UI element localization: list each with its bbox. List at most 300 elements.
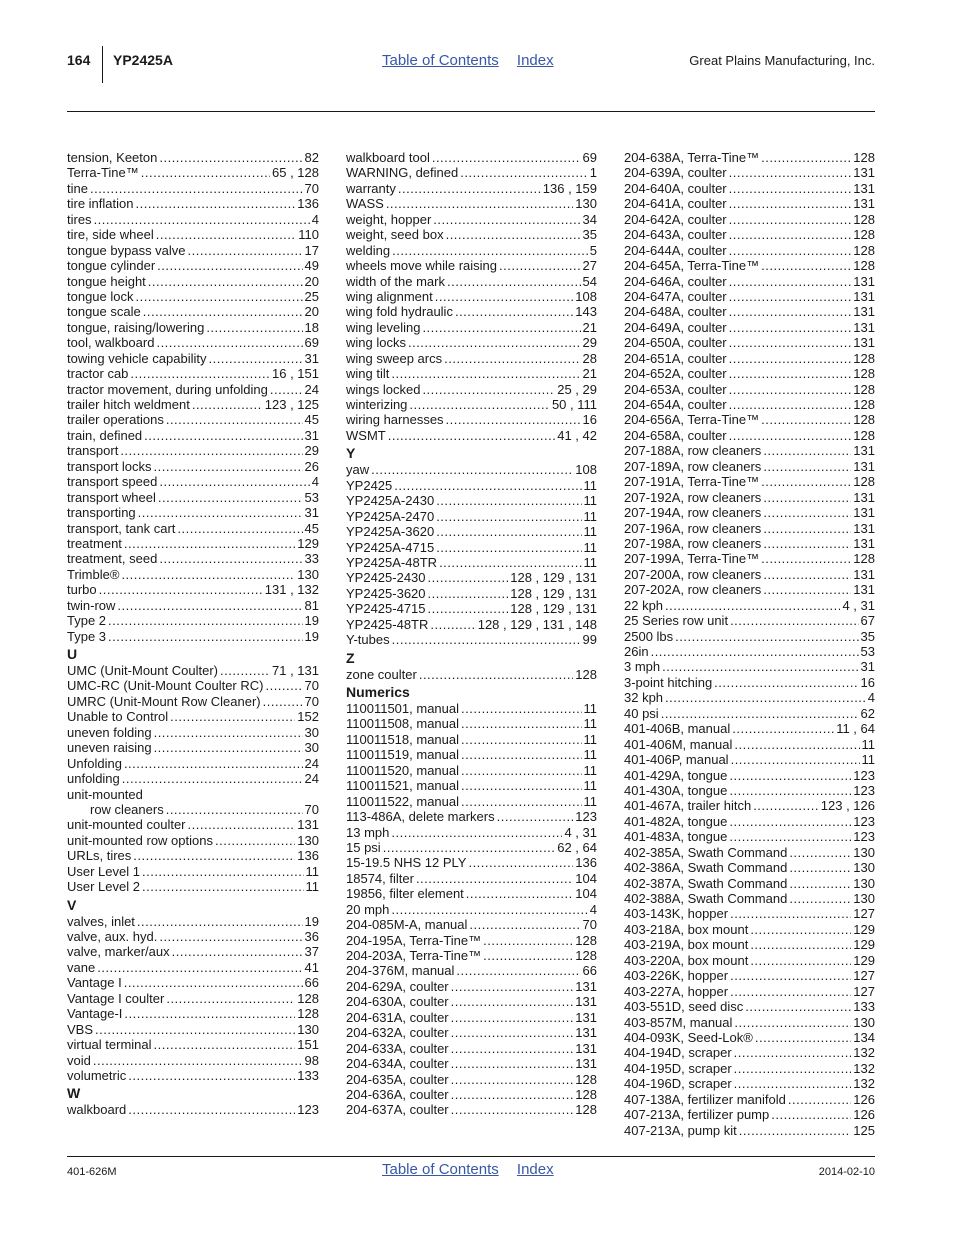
page-reference-link[interactable]: 4 xyxy=(311,211,319,227)
page-reference-link[interactable]: 131 xyxy=(853,165,875,181)
page-reference-link[interactable]: 134 xyxy=(853,1029,875,1045)
index-entry xyxy=(67,678,319,693)
page-reference-link[interactable]: 69 xyxy=(582,150,597,165)
page-reference-link[interactable]: 25 , 29 xyxy=(557,381,597,397)
page-reference-link[interactable]: 70 xyxy=(304,693,319,709)
page-reference-link[interactable]: 131 xyxy=(853,520,875,536)
index-term: WASS xyxy=(346,196,384,212)
document-code: 401-626M xyxy=(67,1166,117,1178)
page-reference-link[interactable]: 129 xyxy=(853,952,875,968)
page-reference-link[interactable]: 128 xyxy=(575,1086,597,1102)
index-entry xyxy=(346,509,597,524)
page-reference-link[interactable]: 70 xyxy=(304,801,319,817)
index-entry xyxy=(346,335,597,350)
page-reference-link[interactable]: 19 xyxy=(304,613,319,629)
page-reference-link[interactable]: 132 xyxy=(853,1060,875,1076)
index-entry xyxy=(624,289,875,304)
page-reference-link[interactable]: 131 xyxy=(853,319,875,335)
page-reference-link[interactable]: 50 , 111 xyxy=(551,397,597,412)
page-reference-link[interactable]: 132 xyxy=(853,1076,875,1092)
page-reference-link[interactable]: 24 xyxy=(304,755,319,771)
index-entry xyxy=(624,752,875,767)
index-term: walkboard xyxy=(67,1102,127,1118)
index-entry xyxy=(67,274,319,289)
index-entry xyxy=(346,570,597,585)
page-reference-link[interactable]: 70 xyxy=(582,917,597,933)
index-link[interactable]: Index xyxy=(516,52,554,69)
dot-leader xyxy=(439,555,581,570)
index-entry xyxy=(346,617,597,632)
page-reference-link[interactable]: 11 xyxy=(583,554,597,570)
index-entry xyxy=(624,304,875,319)
page-reference-link[interactable]: 11 xyxy=(583,477,597,493)
dot-leader xyxy=(120,443,302,458)
dot-leader xyxy=(761,474,851,489)
page-reference-link[interactable]: 128 xyxy=(853,350,875,366)
page-reference-link[interactable]: 29 xyxy=(582,335,597,351)
page-reference-link[interactable]: 128 xyxy=(575,1071,597,1087)
dot-leader xyxy=(133,848,295,863)
page-reference-link[interactable]: 110 xyxy=(298,227,319,243)
page-reference-link[interactable]: 19 xyxy=(304,628,319,644)
page-reference-link[interactable]: 29 xyxy=(304,443,319,459)
index-entry xyxy=(624,768,875,783)
index-entry xyxy=(624,227,875,242)
page-reference-link[interactable]: 11 xyxy=(583,747,597,763)
page-reference-link[interactable]: 136 xyxy=(297,848,319,864)
page-reference-link[interactable]: 41 , 42 xyxy=(557,427,597,443)
page-reference-link[interactable]: 24 xyxy=(304,771,319,787)
index-term: User Level 1 xyxy=(67,863,140,879)
page-reference-link[interactable]: 82 xyxy=(304,150,319,165)
page-reference-link[interactable]: 108 xyxy=(575,462,597,478)
page-reference-link[interactable]: 11 xyxy=(861,752,875,768)
page-reference-link[interactable]: 128 xyxy=(853,242,875,258)
page-reference-link[interactable]: 125 xyxy=(853,1122,875,1138)
page-reference-link[interactable]: 136 , 159 xyxy=(542,180,597,196)
page-reference-link[interactable]: 131 xyxy=(853,273,875,289)
index-term: 204-650A, coulter xyxy=(624,335,727,351)
page-reference-link[interactable]: 28 xyxy=(582,350,597,366)
dot-leader xyxy=(97,960,302,975)
page-reference-link[interactable]: 128 xyxy=(297,990,319,1006)
dot-leader xyxy=(124,975,303,990)
index-term: Terra-Tine™ xyxy=(67,165,139,181)
page-reference-link[interactable]: 45 xyxy=(304,520,319,536)
page-reference-link[interactable]: 45 xyxy=(304,412,319,428)
page-reference-link[interactable]: 131 xyxy=(853,288,875,304)
page-reference-link[interactable]: 70 xyxy=(304,180,319,196)
index-term: 18574, filter xyxy=(346,870,414,886)
page-reference-link[interactable]: 4 , 31 xyxy=(842,597,875,613)
index-entry xyxy=(346,979,597,994)
page-reference-link[interactable]: 33 xyxy=(304,551,319,567)
index-section-heading: Z xyxy=(346,649,355,666)
page-reference-link[interactable]: 128 , 129 , 131 xyxy=(510,570,597,586)
page-reference-link[interactable]: 131 xyxy=(853,458,875,474)
page-reference-link[interactable]: 11 xyxy=(583,539,597,555)
page-reference-link[interactable]: 69 xyxy=(304,335,319,351)
page-reference-link[interactable]: 108 xyxy=(575,288,597,304)
page-reference-link[interactable]: 130 xyxy=(575,196,597,212)
index-term: 207-189A, row cleaners xyxy=(624,458,762,474)
page-reference-link[interactable]: 37 xyxy=(304,944,319,960)
dot-leader xyxy=(788,1092,851,1107)
page-reference-link[interactable]: 131 xyxy=(853,535,875,551)
page-reference-link[interactable]: 18 xyxy=(304,319,319,335)
page-reference-link[interactable]: 131 xyxy=(853,304,875,320)
page-reference-link[interactable]: 133 xyxy=(297,1067,319,1083)
page-reference-link[interactable]: 131 xyxy=(575,994,597,1010)
dot-leader xyxy=(451,1072,574,1087)
page-reference-link[interactable]: 16 , 151 xyxy=(272,366,319,382)
index-entry xyxy=(624,829,875,844)
index-entry xyxy=(346,478,597,493)
page-reference-link[interactable]: 36 xyxy=(304,929,319,944)
page-reference-link[interactable]: 128 xyxy=(853,427,875,443)
page-reference-link[interactable]: 131 xyxy=(853,180,875,196)
page-reference-link[interactable]: 34 xyxy=(582,211,597,227)
page-reference-link[interactable]: 62 , 64 xyxy=(557,839,597,855)
page-reference-link[interactable]: 98 xyxy=(304,1052,319,1068)
page-reference-link[interactable]: 128 xyxy=(853,211,875,227)
page-reference-link[interactable]: 104 xyxy=(575,886,597,902)
page-reference-link[interactable]: 136 xyxy=(575,855,597,871)
dot-leader xyxy=(158,490,303,505)
page-reference-link[interactable]: 128 xyxy=(853,474,875,490)
page-reference-link[interactable]: 31 xyxy=(304,505,319,521)
index-term: 204-638A, Terra-Tine™ xyxy=(624,150,760,165)
page-reference-link[interactable]: 11 xyxy=(583,701,597,716)
index-entry xyxy=(346,763,597,778)
page-reference-link[interactable]: 41 xyxy=(304,959,319,975)
index-entry xyxy=(67,960,319,975)
page-reference-link[interactable]: 127 xyxy=(853,906,875,922)
page-reference-link[interactable]: 151 xyxy=(297,1037,319,1053)
dot-leader xyxy=(755,1030,851,1045)
page-reference-link[interactable]: 131 xyxy=(575,978,597,994)
page-reference-link[interactable]: 128 xyxy=(853,258,875,274)
page-reference-link[interactable]: 131 xyxy=(575,1025,597,1041)
page-reference-link[interactable]: 4 xyxy=(589,901,597,917)
page-reference-link[interactable]: 131 xyxy=(853,443,875,459)
page-reference-link[interactable]: 143 xyxy=(575,304,597,320)
dot-leader xyxy=(451,1087,574,1102)
index-term: 401-483A, tongue xyxy=(624,829,728,845)
dot-leader xyxy=(499,258,581,273)
page-reference-link[interactable]: 129 xyxy=(297,535,319,551)
page-reference-link[interactable]: 123 xyxy=(297,1102,319,1118)
page-reference-link[interactable]: 16 xyxy=(582,412,597,428)
index-entry xyxy=(67,864,319,879)
page-reference-link[interactable]: 104 xyxy=(575,870,597,886)
index-entry xyxy=(67,802,319,817)
index-term: volumetric xyxy=(67,1067,127,1083)
page-reference-link[interactable]: 130 xyxy=(853,1014,875,1030)
dot-leader xyxy=(455,304,573,319)
index-term: 26in xyxy=(624,644,649,659)
page-reference-link[interactable]: 35 xyxy=(860,628,875,644)
page-reference-link[interactable]: 11 xyxy=(583,793,597,809)
page-reference-link[interactable]: 128 xyxy=(853,366,875,382)
dot-leader xyxy=(730,906,851,921)
dot-leader xyxy=(750,922,851,937)
page-reference-link[interactable]: 66 xyxy=(582,963,597,979)
dot-leader xyxy=(128,1068,295,1083)
dot-leader xyxy=(263,694,303,709)
page-reference-link[interactable]: 31 xyxy=(304,350,319,366)
index-entry xyxy=(67,196,319,211)
index-entry xyxy=(67,428,319,443)
dot-leader xyxy=(729,397,852,412)
dot-leader xyxy=(159,551,302,566)
page-reference-link[interactable]: 11 xyxy=(583,508,597,524)
page-reference-link[interactable]: 49 xyxy=(304,258,319,274)
page-reference-link[interactable]: 130 xyxy=(297,832,319,848)
page-reference-link[interactable]: 4 xyxy=(867,690,875,706)
page-reference-link[interactable]: 123 xyxy=(853,767,875,783)
index-entry xyxy=(624,690,875,705)
page-reference-link[interactable]: 123 xyxy=(575,809,597,825)
page-reference-link[interactable]: 131 xyxy=(575,1009,597,1025)
page-reference-link[interactable]: 152 xyxy=(297,709,319,725)
index-entry xyxy=(346,1041,597,1056)
page-reference-link[interactable]: 128 xyxy=(853,397,875,412)
page-reference-link[interactable]: 130 xyxy=(297,1021,319,1037)
dot-leader xyxy=(124,1006,295,1021)
index-section-heading: Y xyxy=(346,445,356,462)
dot-leader xyxy=(763,567,851,582)
index-entry xyxy=(67,521,319,536)
page-reference-link[interactable]: 128 , 129 , 131 xyxy=(510,585,597,601)
page-reference-link[interactable]: 11 xyxy=(305,879,319,895)
index-entry xyxy=(624,999,875,1014)
dot-leader xyxy=(729,320,852,335)
dot-leader xyxy=(446,227,581,242)
page-reference-link[interactable]: 21 xyxy=(582,319,597,335)
page-reference-link[interactable]: 131 xyxy=(575,1040,597,1056)
page-reference-link[interactable]: 81 xyxy=(304,597,319,613)
page-reference-link[interactable]: 123 xyxy=(853,829,875,845)
dot-leader xyxy=(141,165,270,180)
page-reference-link[interactable]: 131 xyxy=(853,505,875,521)
header-rule xyxy=(67,111,875,112)
page-reference-link[interactable]: 133 xyxy=(853,999,875,1015)
page-reference-link[interactable]: 30 xyxy=(304,740,319,756)
page-reference-link[interactable]: 130 xyxy=(853,844,875,860)
dot-leader xyxy=(208,351,302,366)
index-term: 404-194D, scraper xyxy=(624,1045,732,1061)
dot-leader xyxy=(732,721,834,736)
dot-leader xyxy=(729,783,851,798)
page-reference-link[interactable]: 129 xyxy=(853,921,875,937)
index-column-2 xyxy=(346,150,597,1118)
page-reference-link[interactable]: 132 xyxy=(853,1045,875,1061)
index-term: 207-198A, row cleaners xyxy=(624,535,762,551)
page-reference-link[interactable]: 128 xyxy=(575,666,597,682)
index-term: 110011520, manual xyxy=(346,762,460,778)
page-reference-link[interactable]: 62 xyxy=(860,705,875,721)
page-reference-link[interactable]: 17 xyxy=(304,242,319,258)
page-reference-link[interactable]: 127 xyxy=(853,983,875,999)
page-reference-link[interactable]: 31 xyxy=(304,427,319,443)
page-reference-link[interactable]: 127 xyxy=(853,968,875,984)
index-term: 204-376M, manual xyxy=(346,963,455,979)
page-reference-link[interactable]: 130 xyxy=(297,566,319,582)
page-reference-link[interactable]: 65 , 128 xyxy=(272,165,319,181)
index-link[interactable]: Index xyxy=(516,1161,554,1178)
page-reference-link[interactable]: 128 xyxy=(575,948,597,963)
page-reference-link[interactable]: 128 xyxy=(853,381,875,397)
page-reference-link[interactable]: 27 xyxy=(582,258,597,274)
dot-leader xyxy=(483,933,573,948)
index-term: tire inflation xyxy=(67,196,134,212)
page-reference-link[interactable]: 128 xyxy=(575,1102,597,1118)
page-reference-link[interactable]: 131 xyxy=(853,566,875,582)
dot-leader xyxy=(729,212,852,227)
page-reference-link[interactable]: 99 xyxy=(582,632,597,648)
index-entry xyxy=(67,1022,319,1037)
index-term: 207-202A, row cleaners xyxy=(624,582,762,598)
page-reference-link[interactable]: 4 xyxy=(311,474,319,490)
index-term: wing fold hydraulic xyxy=(346,304,453,320)
page-reference-link[interactable]: 11 xyxy=(305,863,319,879)
page-reference-link[interactable]: 126 xyxy=(853,1091,875,1107)
dot-leader xyxy=(714,675,858,690)
page-reference-link[interactable]: 11 xyxy=(583,762,597,778)
page-reference-link[interactable]: 130 xyxy=(853,860,875,876)
dot-leader xyxy=(143,304,303,319)
index-entry xyxy=(346,524,597,539)
page-reference-link[interactable]: 11 xyxy=(583,524,597,540)
page-reference-link[interactable]: 11 xyxy=(583,778,597,794)
page-reference-link[interactable]: 128 xyxy=(575,932,597,948)
table-of-contents-link[interactable]: Table of Contents xyxy=(382,1161,499,1178)
page-reference-link[interactable]: 4 , 31 xyxy=(564,824,597,840)
index-entry xyxy=(67,382,319,397)
page-reference-link[interactable]: 16 xyxy=(860,674,875,690)
page-reference-link[interactable]: 21 xyxy=(582,366,597,382)
page-reference-link[interactable]: 67 xyxy=(860,613,875,629)
page-reference-link[interactable]: 20 xyxy=(304,304,319,320)
page-reference-link[interactable]: 128 xyxy=(297,1006,319,1022)
page-reference-link[interactable]: 129 xyxy=(853,937,875,953)
dot-leader xyxy=(675,629,858,644)
page-reference-link[interactable]: 53 xyxy=(304,489,319,505)
dot-leader xyxy=(159,929,302,944)
page-reference-link[interactable]: 131 xyxy=(853,489,875,505)
page-reference-link[interactable]: 123 , 125 xyxy=(264,397,319,412)
page-reference-link[interactable]: 71 , 131 xyxy=(272,663,319,678)
page-reference-link[interactable]: 131 xyxy=(853,582,875,598)
page-reference-link[interactable]: 54 xyxy=(582,273,597,289)
page-reference-link[interactable]: 128 xyxy=(853,227,875,243)
dot-leader xyxy=(665,690,866,705)
page-reference-link[interactable]: 131 , 132 xyxy=(264,582,319,598)
page-reference-link[interactable]: 11 xyxy=(861,736,875,752)
page-reference-link[interactable]: 53 xyxy=(860,644,875,659)
index-entry xyxy=(67,536,319,551)
page-reference-link[interactable]: 70 xyxy=(304,678,319,694)
dot-leader xyxy=(761,412,851,427)
page-reference-link[interactable]: 128 xyxy=(853,150,875,165)
page-reference-link[interactable]: 131 xyxy=(853,335,875,351)
page-reference-link[interactable]: 131 xyxy=(853,196,875,212)
dot-leader xyxy=(729,274,852,289)
page-reference-link[interactable]: 123 xyxy=(853,782,875,798)
page-reference-link[interactable]: 123 xyxy=(853,813,875,829)
page-reference-link[interactable]: 1 xyxy=(589,165,597,181)
page-reference-link[interactable]: 31 xyxy=(860,659,875,675)
page-reference-link[interactable]: 130 xyxy=(853,891,875,906)
page-reference-link[interactable]: 66 xyxy=(304,975,319,991)
page-reference-link[interactable]: 24 xyxy=(304,381,319,397)
index-term: tires xyxy=(67,211,92,227)
dot-leader xyxy=(166,991,295,1006)
index-entry xyxy=(624,984,875,999)
dot-leader xyxy=(386,196,573,211)
page-reference-link[interactable]: 30 xyxy=(304,724,319,740)
index-term: tongue lock xyxy=(67,288,134,304)
index-entry xyxy=(624,814,875,829)
index-term: 204-651A, coulter xyxy=(624,350,727,366)
dot-leader xyxy=(192,397,263,412)
page-reference-link[interactable]: 19 xyxy=(304,913,319,929)
page-reference-link[interactable]: 11 xyxy=(583,493,597,509)
index-term: 15-19.5 NHS 12 PLY xyxy=(346,855,467,871)
dot-leader xyxy=(166,412,303,427)
page-reference-link[interactable]: 136 xyxy=(297,196,319,212)
page-reference-link[interactable]: 5 xyxy=(589,242,597,258)
page-reference-link[interactable]: 25 xyxy=(304,288,319,304)
dot-leader xyxy=(729,289,852,304)
dot-leader xyxy=(391,366,580,381)
table-of-contents-link[interactable]: Table of Contents xyxy=(382,52,499,69)
page-reference-link[interactable]: 131 xyxy=(297,817,319,833)
page-reference-link[interactable]: 123 , 126 xyxy=(820,798,875,814)
index-term: UMRC (Unit-Mount Row Cleaner) xyxy=(67,693,261,709)
dot-leader xyxy=(391,825,562,840)
index-entry xyxy=(624,613,875,628)
dot-leader xyxy=(734,1015,851,1030)
page-reference-link[interactable]: 26 xyxy=(304,458,319,474)
page-reference-link[interactable]: 128 xyxy=(853,412,875,428)
index-term: tine xyxy=(67,180,88,196)
index-entry xyxy=(624,659,875,674)
page-reference-link[interactable]: 11 xyxy=(583,731,597,747)
index-term: 403-220A, box mount xyxy=(624,952,749,968)
page-reference-link[interactable]: 11 xyxy=(583,716,597,732)
dot-leader xyxy=(665,598,840,613)
page-reference-link[interactable]: 35 xyxy=(582,227,597,243)
index-term: 204-642A, coulter xyxy=(624,211,727,227)
page-reference-link[interactable]: 128 , 129 , 131 xyxy=(510,601,597,617)
page-reference-link[interactable]: 20 xyxy=(304,273,319,289)
page-reference-link[interactable]: 126 xyxy=(853,1107,875,1123)
index-term: 110011519, manual xyxy=(346,747,460,763)
index-term: Unable to Control xyxy=(67,709,169,725)
index-entry xyxy=(624,860,875,875)
dot-leader xyxy=(460,165,588,180)
index-term: Vantage-I xyxy=(67,1006,123,1022)
page-reference-link[interactable]: 130 xyxy=(853,875,875,891)
page-reference-link[interactable]: 128 , 129 , 131 , 148 xyxy=(477,616,597,632)
index-term: URLs, tires xyxy=(67,848,132,864)
page-number: 164 xyxy=(67,52,91,68)
page-reference-link[interactable]: 128 xyxy=(853,551,875,567)
page-reference-link[interactable]: 131 xyxy=(575,1056,597,1072)
page-reference-link[interactable]: 11 , 64 xyxy=(836,721,875,737)
